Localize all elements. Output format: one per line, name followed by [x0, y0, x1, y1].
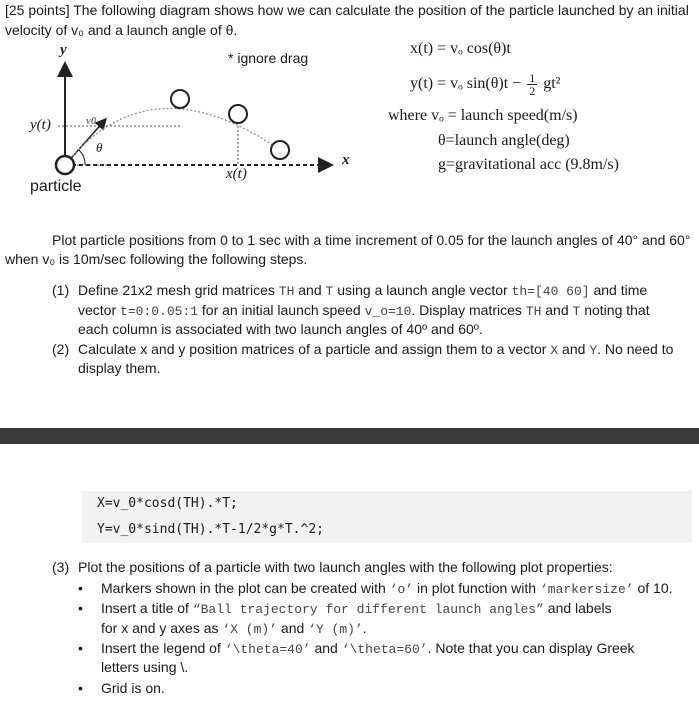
particle-ball-start — [56, 156, 74, 174]
particle-ball-3 — [229, 105, 247, 123]
ignore-drag-note: * ignore drag — [228, 50, 309, 66]
angle-arc — [79, 150, 85, 165]
y-axis-label: y — [60, 42, 67, 58]
code-line-1: X=v_0*cosd(TH).*T; — [82, 491, 692, 517]
x-axis-label: x — [342, 152, 350, 168]
xt-label: x(t) — [226, 166, 247, 182]
step1-number: (1) — [52, 282, 70, 298]
theta-def-line: θ=launch angle(deg) — [438, 132, 570, 149]
fraction-numerator: 1 — [529, 71, 536, 85]
y-equation-tail: gt² — [543, 75, 561, 93]
yt-label: y(t) — [30, 117, 51, 133]
bullet-3-line-2: letters using \. — [101, 659, 189, 675]
bullet-1: Markers shown in the plot can be created with ‘o’ in plot function with ‘markersize’ of 10. — [101, 580, 673, 597]
particle-ball-2 — [171, 90, 189, 108]
bullet-4-dot: • — [78, 680, 83, 696]
fraction-denominator: 2 — [529, 84, 536, 98]
bullet-1-dot: • — [78, 580, 83, 596]
step1-line-2: vector t=0:0.05:1 for an initial launch speed v_o=10. Display matrices TH and T noting that — [78, 302, 650, 319]
step2-number: (2) — [52, 341, 70, 357]
theta-label: θ — [96, 140, 103, 155]
g-def-line: g=gravitational acc (9.8m/s) — [438, 156, 619, 173]
v0-label: v0 — [86, 115, 97, 127]
step3-number: (3) — [52, 559, 70, 575]
step2-line-1: Calculate x and y position matrices of a particle and assign them to a vector X and Y. No need to — [78, 341, 674, 358]
step1-line-1: Define 21x2 mesh grid matrices TH and T using a launch angle vector th=[40 60] and time — [78, 282, 648, 299]
y-equation — [410, 72, 560, 97]
x-equation: x(t) = vₒ cos(θ)t — [410, 40, 511, 57]
bullet-2-line-2: for x and y axes as ‘X (m)’ and ‘Y (m)’. — [101, 620, 367, 637]
intro-line-2: when v₀ is 10m/sec following the following steps. — [5, 251, 308, 267]
section-divider — [0, 428, 699, 444]
bullet-2-line-1: Insert a title of “Ball trajectory for different launch angles” and labels — [101, 600, 612, 617]
intro-line-1: Plot particle positions from 0 to 1 sec with a time increment of 0.05 for the launch angles of 40° and 60° — [52, 232, 691, 248]
header-line-2: velocity of v₀ and a launch angle of θ. — [5, 22, 238, 38]
bullet-3-line-1: Insert the legend of ‘\theta=40’ and ‘\theta=60’. Note that you can display Greek — [101, 640, 635, 657]
y-equation-main: y(t) = vₒ sin(θ)t − — [410, 75, 522, 93]
where-line: where vₒ = launch speed(m/s) — [388, 107, 578, 124]
trajectory-path — [65, 108, 280, 165]
step2-line-2: display them. — [78, 360, 161, 376]
step3-intro: Plot the positions of a particle with two launch angles with the following plot properties: — [78, 559, 613, 575]
bullet-2-dot: • — [78, 600, 83, 616]
bullet-4: Grid is on. — [101, 680, 165, 696]
particle-ball-4 — [271, 141, 289, 159]
step1-line-3: each column is associated with two launch angles of 40º and 60º. — [78, 321, 483, 337]
y-equation-fraction — [527, 72, 537, 97]
particle-label: particle — [30, 178, 82, 195]
header-line-1: [25 points] The following diagram shows how we can calculate the position of the particle launched by an initial — [5, 2, 689, 18]
code-line-2: Y=v_0*sind(TH).*T-1/2*g*T.^2; — [82, 517, 692, 543]
bullet-3-dot: • — [78, 640, 83, 656]
